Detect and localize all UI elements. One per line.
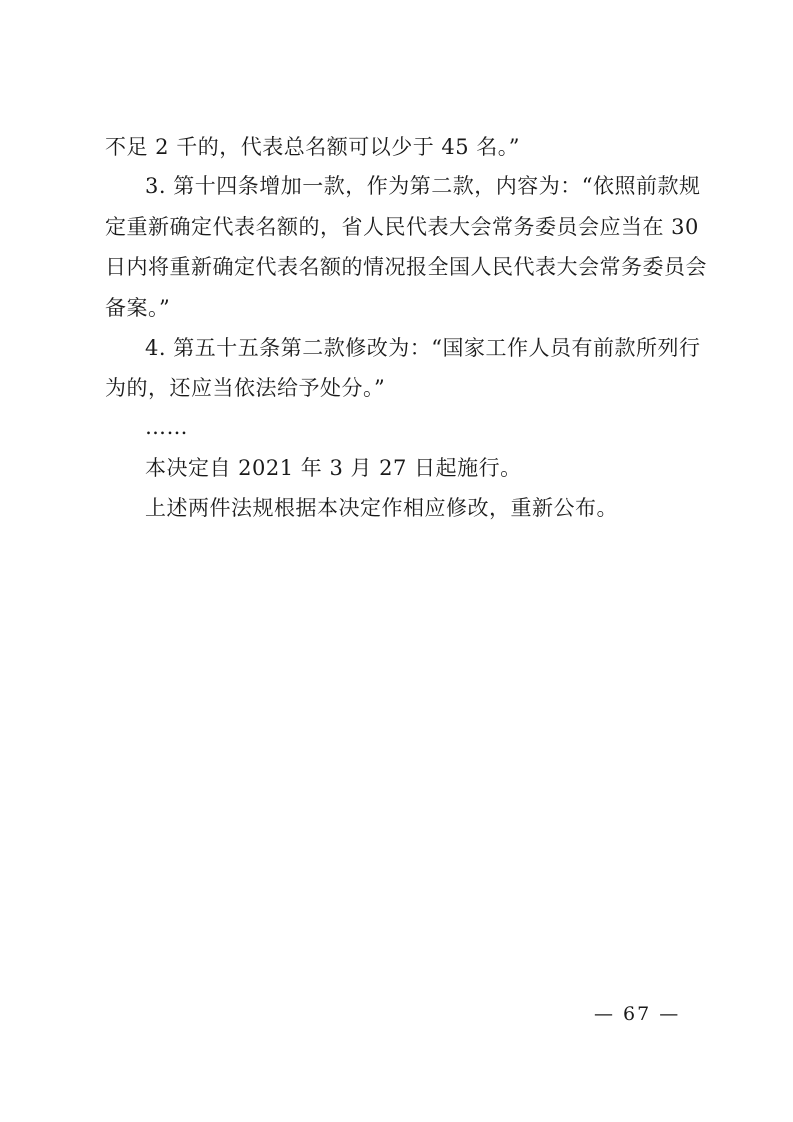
- text-line-7: 为的，还应当依法给予处分。”: [105, 376, 386, 400]
- text-line-3: 定重新确定代表名额的，省人民代表大会常务委员会应当在 30: [105, 215, 699, 239]
- text-line-10: 上述两件法规根据本决定作相应修改，重新公布。: [145, 496, 618, 520]
- text-line-5: 备案。”: [105, 296, 171, 320]
- text-line-1: 不足 2 千的，代表总名额可以少于 45 名。”: [105, 135, 521, 159]
- text-line-9: 本决定自 2021 年 3 月 27 日起施行。: [145, 456, 522, 480]
- ellipsis-line: ……: [145, 415, 188, 439]
- page-number: — 67 —: [594, 1003, 681, 1025]
- text-line-6: 4. 第五十五条第二款修改为：“国家工作人员有前款所列行: [145, 336, 701, 360]
- text-line-4: 日内将重新确定代表名额的情况报全国人民代表大会常务委员会: [105, 255, 707, 279]
- text-line-2: 3. 第十四条增加一款，作为第二款，内容为：“依照前款规: [145, 174, 701, 198]
